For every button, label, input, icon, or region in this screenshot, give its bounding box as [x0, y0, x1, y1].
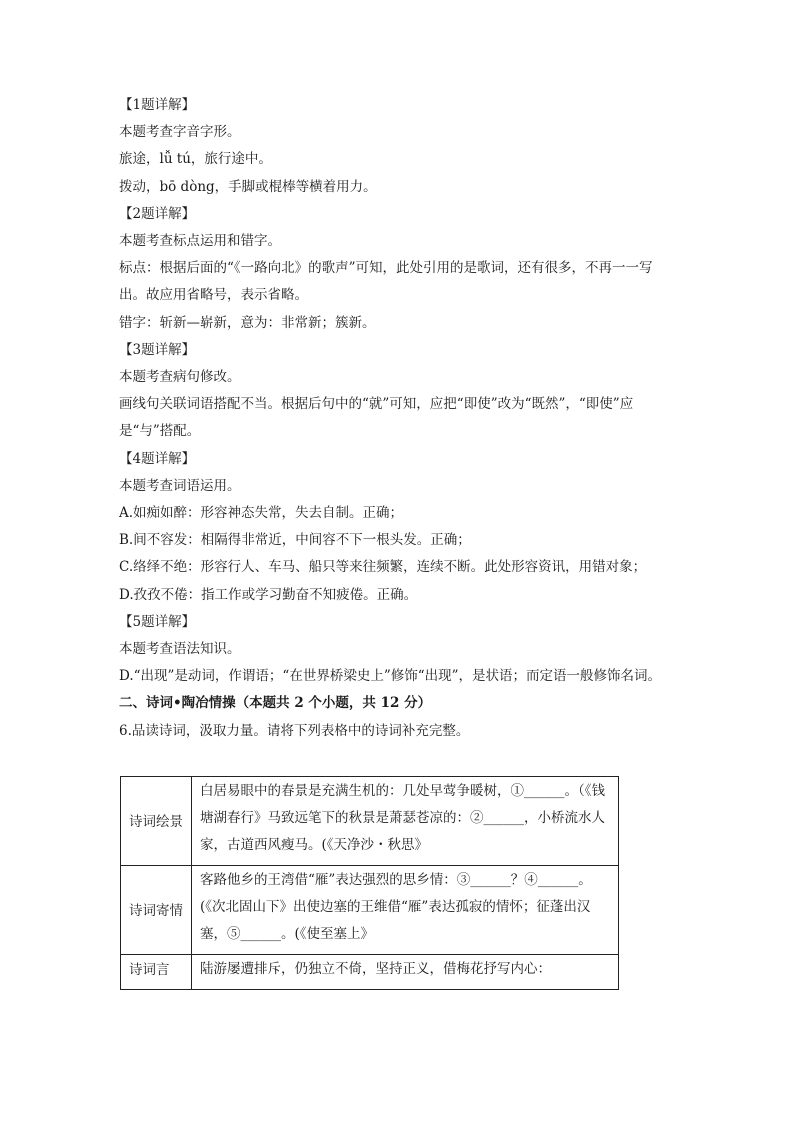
- table-cell-content: 客路他乡的王湾借“雁”表达强烈的思乡情：③______？④______。(《次北固山下》出使边塞的王维借“雁”表达孤寂的情怀；征蓬出汉塞，⑤______。(《使至塞上》: [192, 866, 619, 955]
- option-b: B.间不容发：相隔得非常近，中间容不下一根头发。正确；: [119, 532, 471, 549]
- paragraph: 本题考查病句修改。: [119, 369, 241, 386]
- paragraph: 拨动，bō dòng，手脚或棍棒等横着用力。: [119, 178, 377, 195]
- table-cell-category: 诗词寄情: [121, 866, 192, 955]
- paragraph: 标点：根据后面的“《一路向北》的歌声”可知，此处引用的是歌词，还有很多，不再一一写出。故应用省略号，表示省略。: [119, 260, 653, 304]
- table-cell-content: 陆游屡遭排斥，仍独立不倚，坚持正义，借梅花抒写内心：: [192, 955, 619, 990]
- heading-q3: 【3题详解】: [119, 341, 196, 358]
- heading-q1: 【1题详解】: [119, 97, 196, 113]
- paragraph: 本题考查词语运用。: [119, 477, 241, 494]
- paragraph: 本题考查标点运用和错字。: [119, 233, 281, 250]
- heading-q2: 【2题详解】: [119, 205, 196, 222]
- option-d: D.孜孜不倦：指工作或学习勤奋不知疲倦。正确。: [119, 586, 418, 603]
- option-a: A.如痴如醉：形容神态失常，失去自制。正确；: [119, 505, 404, 522]
- table-row: [121, 777, 619, 866]
- poetry-table: [120, 776, 619, 990]
- answer-explanations: [119, 92, 679, 745]
- table-cell-category: 诗词言: [121, 955, 192, 990]
- paragraph: 本题考查字音字形。: [119, 124, 241, 141]
- table-cell-category: 诗词绘景: [121, 777, 192, 866]
- paragraph: 错字：斩新—崭新，意为：非常新；簇新。: [119, 314, 376, 331]
- heading-q5: 【5题详解】: [119, 613, 196, 630]
- paragraph: 旅途，lǚ tú，旅行途中。: [119, 151, 272, 168]
- table-row: [121, 955, 619, 990]
- paragraph: D.“出现”是动词，作谓语；“在世界桥梁史上”修饰“出现”，是状语；而定语一般修饰名词。: [119, 668, 662, 685]
- paragraph: 画线句关联词语搭配不当。根据后句中的“就”可知，应把“即使”改为“既然”，“即使”应是“与”搭配。: [119, 396, 634, 440]
- paragraph: 本题考查语法知识。: [119, 641, 241, 658]
- option-c: C.络绎不绝：形容行人、车马、船只等来往频繁，连续不断。此处形容资讯，用错对象；: [119, 559, 647, 576]
- table-row: [121, 866, 619, 955]
- section-title: 二、诗词•陶冶情操（本题共 2 个小题，共 12 分）: [119, 695, 432, 712]
- heading-q4: 【4题详解】: [119, 450, 196, 467]
- question-6: 6.品读诗词，汲取力量。请将下列表格中的诗词补充完整。: [119, 722, 470, 739]
- table-cell-content: 白居易眼中的春景是充满生机的：几处早莺争暖树，①______。（《钱塘湖春行》马致远笔下的秋景是萧瑟苍凉的：②______，小桥流水人家，古道西风瘦马。(《天净沙・秋思》: [192, 777, 619, 866]
